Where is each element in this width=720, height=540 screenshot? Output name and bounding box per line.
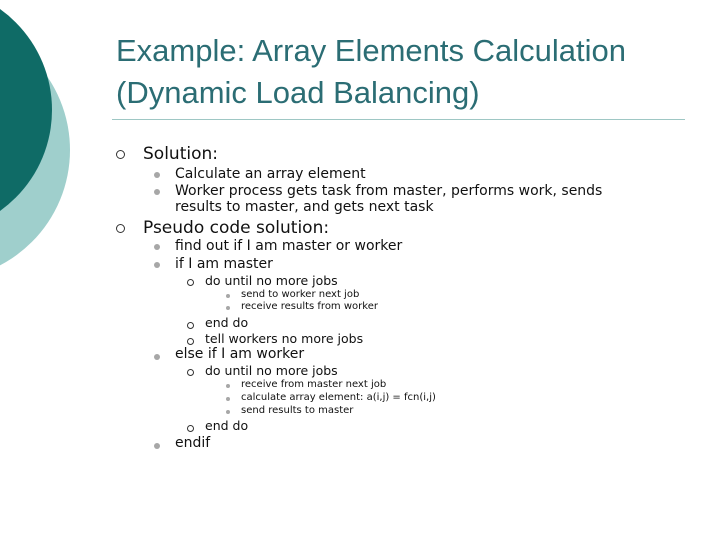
pseudo-worker-send: send results to master [241, 405, 354, 416]
pseudo-master-send: send to worker next job [241, 289, 360, 300]
ring-bullet-icon [187, 369, 194, 376]
dot-bullet-icon [226, 410, 230, 414]
pseudo-worker-do: do until no more jobs [205, 363, 338, 378]
pseudo-endif: endif [175, 435, 211, 451]
dot-bullet-icon [154, 262, 160, 268]
pseudo-find-out: find out if I am master or worker [175, 238, 403, 254]
dot-bullet-icon [226, 294, 230, 298]
ring-bullet-icon [187, 322, 194, 329]
solution-heading: Solution: [143, 144, 218, 164]
solution-item-1: Calculate an array element [175, 166, 366, 182]
ring-bullet-icon [187, 279, 194, 286]
ring-bullet-icon [187, 338, 194, 345]
ring-bullet-icon [116, 150, 125, 159]
pseudo-else-worker: else if I am worker [175, 346, 305, 362]
pseudo-master-receive: receive results from worker [241, 301, 378, 312]
pseudo-if-master: if I am master [175, 256, 273, 272]
solution-item-2: Worker process gets task from master, performs work, sends [175, 183, 603, 199]
dot-bullet-icon [154, 443, 160, 449]
pseudo-heading: Pseudo code solution: [143, 218, 330, 238]
dot-bullet-icon [154, 244, 160, 250]
ring-bullet-icon [187, 425, 194, 432]
ring-bullet-icon [116, 224, 125, 233]
title-line-1: Example: Array Elements Calculation [116, 33, 627, 68]
dot-bullet-icon [154, 354, 160, 360]
dot-bullet-icon [154, 172, 160, 178]
pseudo-master-do: do until no more jobs [205, 273, 338, 288]
pseudo-master-tell: tell workers no more jobs [205, 331, 364, 346]
pseudo-worker-end-do: end do [205, 418, 249, 433]
pseudo-worker-receive: receive from master next job [241, 379, 387, 390]
dot-bullet-icon [226, 397, 230, 401]
pseudo-master-end-do: end do [205, 315, 249, 330]
solution-item-2-continued: results to master, and gets next task [175, 199, 434, 215]
dot-bullet-icon [226, 384, 230, 388]
title-line-2: (Dynamic Load Balancing) [116, 75, 480, 110]
dot-bullet-icon [154, 189, 160, 195]
dot-bullet-icon [226, 306, 230, 310]
pseudo-worker-calc: calculate array element: a(i,j) = fcn(i,j) [241, 392, 436, 403]
